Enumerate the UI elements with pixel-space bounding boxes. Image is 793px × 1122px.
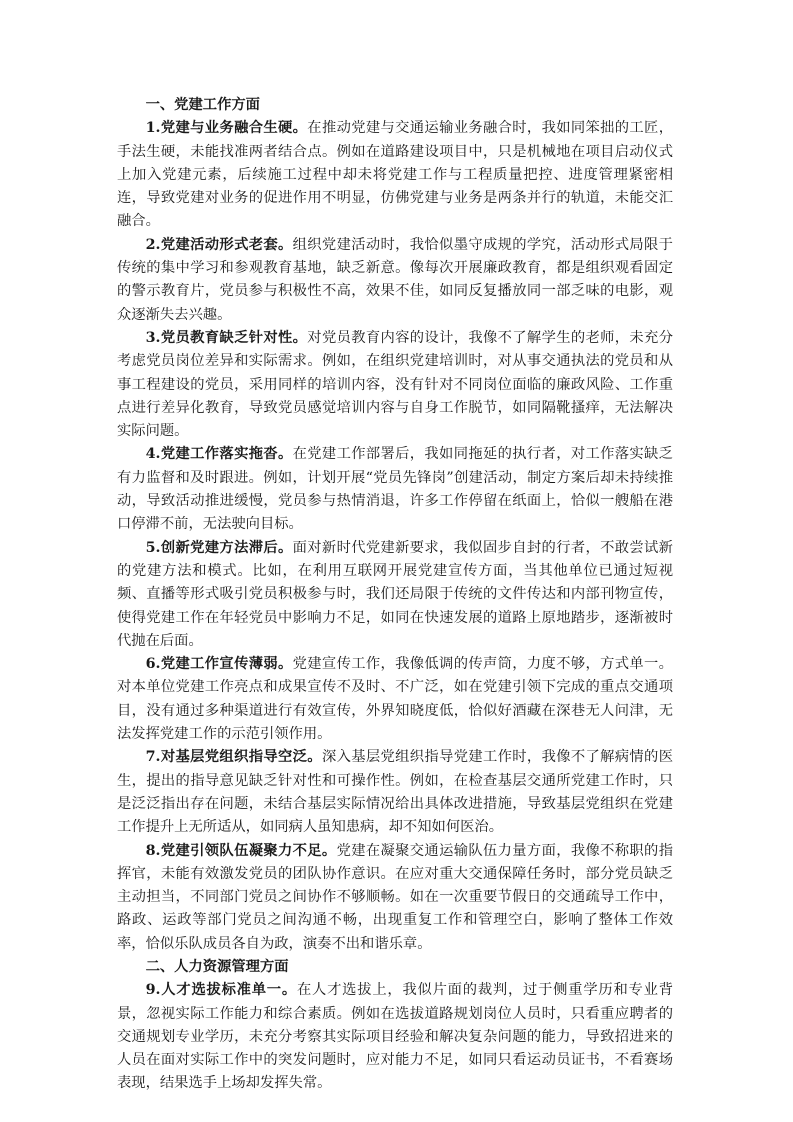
item-title: 1.党建与业务融合生硬。 [145, 120, 308, 137]
item-title: 3.党员教育缺乏针对性。 [145, 329, 308, 346]
section-heading-human-resources: 二、人力资源管理方面 [145, 958, 289, 975]
item-title: 5.创新党建方法滞后。 [145, 539, 293, 556]
paragraph-item-1 [117, 117, 673, 233]
item-title: 8.党建引领队伍凝聚力不足。 [145, 842, 337, 859]
paragraph-item-9 [117, 979, 673, 1095]
paragraph-item-6 [117, 653, 673, 746]
paragraph-item-5 [117, 537, 673, 653]
item-body: 党建宣传工作，我像低调的传声筒，力度不够，方式单一。对本单位党建工作亮点和成果宣传不及时、不广泛，如在党建引领下完成的重点交通项目，没有通过多种渠道进行有效宣传，外界知晓度低，恰似好酒藏在深巷无人问津，无法发挥党建工作的示范引领作用。 [117, 656, 673, 743]
paragraph-item-7 [117, 746, 673, 839]
item-title: 6.党建工作宣传薄弱。 [145, 656, 293, 673]
item-title: 2.党建活动形式老套。 [145, 236, 293, 253]
item-title: 7.对基层党组织指导空泛。 [145, 749, 322, 766]
item-body: 在人才选拔上，我似片面的裁判，过于侧重学历和专业背景，忽视实际工作能力和综合素质。例如在选拔道路规划岗位人员时，只看重应聘者的交通规划专业学历，未充分考察其实际项目经验和解决复杂问题的能力，导致招进来的人员在面对实际工作中的突发问题时，应对能力不足，如同只看运动员证书，不看赛场表现，结果选手上场却发挥失常。 [117, 982, 673, 1092]
item-body: 党建在凝聚交通运输队伍力量方面，我像不称职的指挥官，未能有效激发党员的团队协作意识。在应对重大交通保障任务时，部分党员缺乏主动担当，不同部门党员之间协作不够顺畅。如在一次重要节假日的交通疏导工作中，路政、运政等部门党员之间沟通不畅，出现重复工作和管理空白，影响了整体工作效率，恰似乐队成员各自为政，演奏不出和谐乐章。 [117, 842, 673, 952]
item-body: 组织党建活动时，我恰似墨守成规的学究，活动形式局限于传统的集中学习和参观教育基地，缺乏新意。像每次开展廉政教育，都是组织观看固定的警示教育片，党员参与积极性不高，效果不佳，如同反复播放同一部乏味的电影，观众逐渐失去兴趣。 [117, 236, 673, 323]
item-body: 在党建工作部署后，我如同拖延的执行者，对工作落实缺乏有力监督和及时跟进。例如，计划开展“党员先锋岗”创建活动，制定方案后却未持续推动，导致活动推进缓慢，党员参与热情消退，许多工作停留在纸面上，恰似一艘船在港口停滞不前，无法驶向目标。 [117, 446, 673, 533]
item-title: 9.人才选拔标准单一。 [145, 982, 297, 999]
item-body: 在推动党建与交通运输业务融合时，我如同笨拙的工匠，手法生硬，未能找准两者结合点。例如在道路建设项目中，只是机械地在项目启动仪式上加入党建元素，后续施工过程中却未将党建工作与工程质量把控、进度管理紧密相连，导致党建对业务的促进作用不明显，仿佛党建与业务是两条并行的轨道，未能交汇融合。 [117, 120, 673, 230]
item-title: 4.党建工作落实拖沓。 [145, 446, 293, 463]
paragraph-item-4 [117, 443, 673, 536]
section-heading-party-building: 一、党建工作方面 [145, 97, 260, 113]
item-body: 对党员教育内容的设计，我像不了解学生的老师，未充分考虑党员岗位差异和实际需求。例如，在组织党建培训时，对从事交通执法的党员和从事工程建设的党员，采用同样的培训内容，没有针对不同岗位面临的廉政风险、工作重点进行差异化教育，导致党员感觉培训内容与自身工作脱节，如同隔靴搔痒，无法解决实际问题。 [117, 329, 673, 440]
paragraph-item-8 [117, 840, 673, 956]
paragraph-item-3 [117, 327, 673, 443]
item-body: 面对新时代党建新要求，我似固步自封的行者，不敢尝试新的党建方法和模式。比如，在利用互联网开展党建宣传方面，当其他单位已通过短视频、直播等形式吸引党员积极参与时，我们还局限于传统的文件传达和内部刊物宣传，使得党建工作在年轻党员中影响力不足，如同在快速发展的道路上原地踏步，逐渐被时代抛在后面。 [117, 539, 673, 649]
paragraph-item-2 [117, 234, 673, 327]
document-page [117, 94, 673, 1096]
item-body: 深入基层党组织指导党建工作时，我像不了解病情的医生，提出的指导意见缺乏针对性和可操作性。例如，在检查基层交通所党建工作时，只是泛泛指出存在问题，未结合基层实际情况给出具体改进措施，导致基层党组织在党建工作提升上无所适从，如同病人虽知患病，却不知如何医治。 [117, 749, 673, 836]
